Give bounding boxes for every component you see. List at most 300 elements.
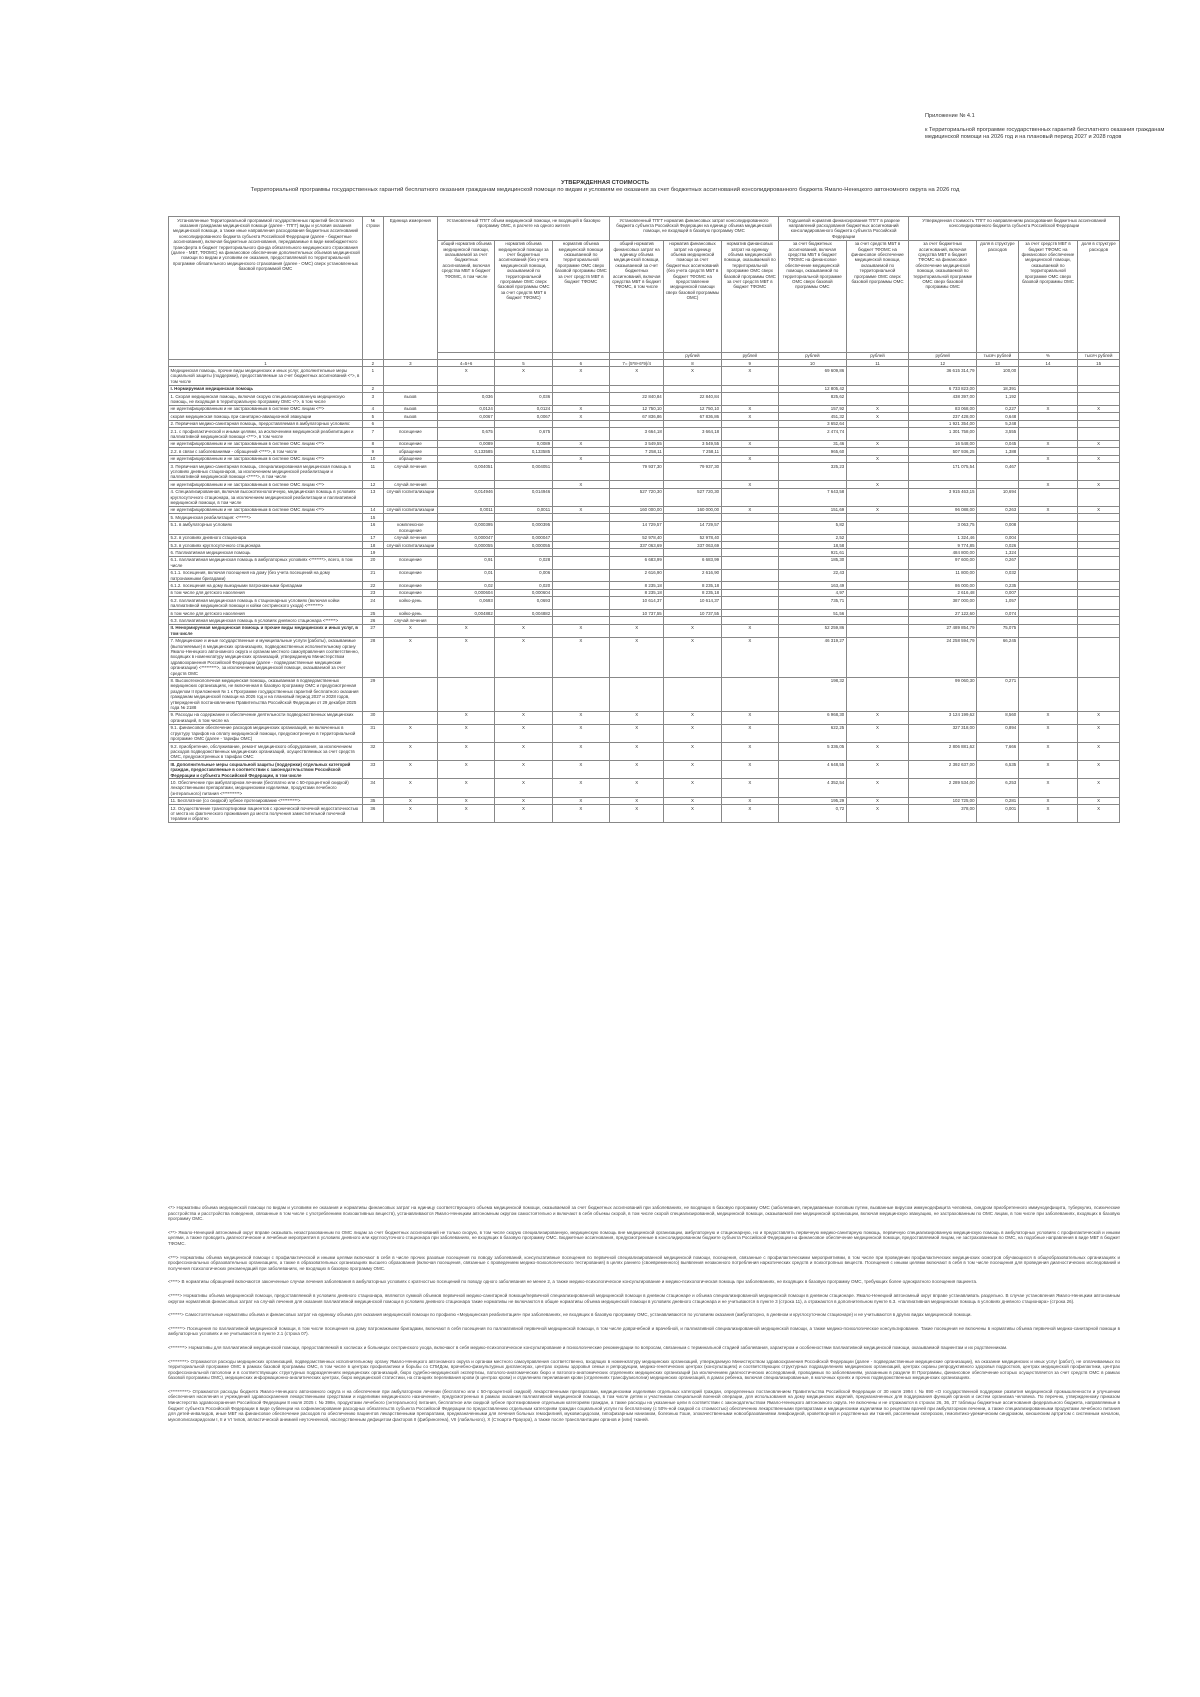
table-cell	[1078, 542, 1120, 549]
row-label: 5.2. в условиях дневного стационара	[169, 534, 363, 541]
table-cell: X	[721, 779, 778, 797]
table-cell: 5,248	[977, 420, 1019, 427]
table-cell: 5,82	[778, 521, 846, 534]
row-number: 15	[362, 514, 383, 521]
row-label: 9.1. финансовое обеспечение расходов медицинских организаций, не включенных в структуру тарифов на оплату медицинской помощи, предусмотренную в территориальной программе ОМС (далее - тарифы ОМС)	[169, 724, 363, 742]
row-number: 9	[362, 448, 383, 455]
table-cell: 0,074	[977, 610, 1019, 617]
header-sub: за счет бюджетных ассигнований, включая средства МБТ в бюджет ТФОМС на финансовое обеспечение медицинской помощи, оказываемой по территориальной программе ОМС сверх базовой программы ОМС	[778, 240, 846, 352]
table-cell	[846, 463, 909, 481]
table-cell: 0,007	[977, 589, 1019, 596]
row-label: 4. Специализированная, включая высокотехнологичную, медицинская помощь в условиях круглосуточного стационара, за исключением медицинской реабилитации и паллиативной медицинской помощи, в том числе	[169, 488, 363, 506]
table-cell	[778, 617, 846, 624]
row-label: 2.2. в связи с заболеваниями - обращений <****>, в том числе	[169, 448, 363, 455]
table-cell: 46 319,27	[778, 637, 846, 677]
row-unit: койко-день	[383, 597, 437, 610]
row-unit: случай лечения	[383, 463, 437, 481]
row-label: 5. Медицинская реабилитация: <******>	[169, 514, 363, 521]
table-cell: X	[610, 637, 664, 677]
header-unit-label: рублей	[909, 352, 977, 359]
table-cell: 27 489 854,79	[909, 624, 977, 637]
table-cell	[909, 514, 977, 521]
table-cell	[664, 385, 721, 392]
table-cell: 0,235	[977, 582, 1019, 589]
footnote: <*******> Посещения по паллиативной медицинской помощи, в том числе посещения на дому патронажными бригадами, включают в себя посещения по паллиативной первичной медицинской помощи, в том числе доврачебной и врачебной, и паллиативной специализированной медицинской помощи, а также медико-психологическое консультирование. Такие посещения не включены в нормативы объема первичной медико-санитарной помощи в амбулаторных условиях и не учитываются в пункте 2.1 (строка 07).	[168, 1325, 1120, 1337]
table-cell	[1078, 367, 1120, 385]
table-cell: 0,026	[977, 542, 1019, 549]
table-cell: X	[495, 761, 552, 779]
table-cell	[846, 420, 909, 427]
table-cell	[495, 455, 552, 462]
row-number: 26	[362, 617, 383, 624]
table-cell	[552, 385, 609, 392]
table-cell	[1018, 420, 1077, 427]
table-cell	[721, 582, 778, 589]
table-cell: X	[495, 367, 552, 385]
row-label: в том числе для детского населения	[169, 589, 363, 596]
table-cell	[552, 514, 609, 521]
table-cell: X	[721, 761, 778, 779]
table-cell	[1078, 420, 1120, 427]
table-cell: X	[610, 624, 664, 637]
table-cell	[721, 542, 778, 549]
footnote: <*> Нормативы объема медицинской помощи по видам и условиям ее оказания и нормативы финансовых затрат на единицу соответствующего объема медицинской помощи, оказываемой за счет бюджетных ассигнований при заболеваниях, не входящих в базовую программу ОМС (заболевания, передаваемые половым путем, вызванные вирусом иммунодефицита человека, синдром приобретенного иммунодефицита, туберкулез, психические расстройства и расстройства поведения, связанные в том числе с употреблением психоактивных веществ), устанавливаются Ямало-Ненецким автономным округом самостоятельно и включают в себя объемы скорой, в том числе скорой специализированной, медицинской помощи, оказываемой вне медицинской организации, включая медицинскую эвакуацию, не застрахованным по ОМС лицам, в том числе при заболеваниях, входящих в базовую программу ОМС.	[168, 1205, 1120, 1222]
table-cell: X	[1018, 440, 1077, 447]
column-number: 3	[383, 360, 437, 367]
table-cell	[846, 617, 909, 624]
table-cell: X	[1078, 711, 1120, 724]
table-cell: X	[437, 367, 494, 385]
row-number: 32	[362, 743, 383, 761]
table-cell: 0,014946	[495, 488, 552, 506]
table-cell: 9 774,85	[909, 542, 977, 549]
column-number: 14	[1018, 360, 1077, 367]
table-cell: 0,000604	[495, 589, 552, 596]
column-number: 6	[552, 360, 609, 367]
table-cell: 0,000047	[495, 534, 552, 541]
table-cell: 97 600,00	[909, 556, 977, 569]
table-cell	[1078, 463, 1120, 481]
table-row	[169, 597, 1120, 610]
table-cell: X	[721, 805, 778, 823]
row-number: 14	[362, 506, 383, 513]
table-row	[169, 743, 1120, 761]
table-row	[169, 724, 1120, 742]
row-unit	[383, 385, 437, 392]
header-unit: Единица измерения	[383, 217, 437, 360]
table-cell: X	[846, 405, 909, 412]
table-cell: X	[1078, 724, 1120, 742]
table-cell: 0,263	[977, 506, 1019, 513]
header-unit-label: рублей	[721, 352, 778, 359]
table-row	[169, 779, 1120, 797]
table-cell: 6 733 823,00	[909, 385, 977, 392]
table-cell: 0,0011	[437, 506, 494, 513]
table-cell: X	[552, 624, 609, 637]
table-cell	[1018, 569, 1077, 582]
table-cell: X	[552, 413, 609, 420]
table-cell: 3 549,55	[664, 440, 721, 447]
table-cell: 2 616,90	[664, 569, 721, 582]
row-unit	[383, 420, 437, 427]
table-cell: X	[846, 413, 909, 420]
table-cell	[495, 420, 552, 427]
table-cell: 0,000395	[495, 521, 552, 534]
table-cell: 0,001	[977, 805, 1019, 823]
table-row	[169, 463, 1120, 481]
header-group-volume: Установленный ТПГГ объем медицинской помощи, не входящей в базовую программу ОМС, в расчете на одного жителя	[437, 217, 609, 241]
table-row	[169, 405, 1120, 412]
table-cell	[846, 569, 909, 582]
table-cell: 0,91	[437, 556, 494, 569]
table-cell	[1018, 677, 1077, 711]
table-cell	[1018, 413, 1077, 420]
table-row	[169, 413, 1120, 420]
table-cell	[1018, 521, 1077, 534]
table-cell	[1078, 514, 1120, 521]
table-cell	[1018, 488, 1077, 506]
table-cell: 8 235,18	[664, 582, 721, 589]
table-cell	[1078, 413, 1120, 420]
header-unit-label	[610, 352, 664, 359]
table-row	[169, 506, 1120, 513]
table-cell	[1078, 534, 1120, 541]
table-cell: X	[846, 797, 909, 804]
table-row	[169, 534, 1120, 541]
table-cell: 5 336,05	[778, 743, 846, 761]
table-cell: 484 800,00	[909, 549, 977, 556]
table-cell: X	[610, 743, 664, 761]
table-cell: 99 060,30	[909, 677, 977, 711]
table-cell: 965,60	[778, 448, 846, 455]
table-cell: 2 474,74	[778, 428, 846, 441]
table-cell	[846, 677, 909, 711]
table-cell: X	[552, 711, 609, 724]
row-label: не идентифицированным и не застрахованным в системе ОМС лицам <**>	[169, 405, 363, 412]
table-body	[169, 360, 1120, 823]
table-cell: X	[664, 761, 721, 779]
row-unit: вызов	[383, 393, 437, 406]
table-cell: X	[664, 797, 721, 804]
table-cell: 0,032	[977, 569, 1019, 582]
table-cell	[846, 448, 909, 455]
table-cell	[610, 514, 664, 521]
row-label: I. Нормируемая медицинская помощь	[169, 385, 363, 392]
table-cell	[778, 481, 846, 488]
table-cell	[495, 514, 552, 521]
table-cell: 3 124 199,62	[909, 711, 977, 724]
table-cell: 0,045	[977, 440, 1019, 447]
table-cell: 157,92	[778, 405, 846, 412]
row-number: 12	[362, 481, 383, 488]
header-unit-label: рублей	[664, 352, 721, 359]
table-cell: 527 720,30	[610, 488, 664, 506]
table-row	[169, 385, 1120, 392]
row-label: III. Дополнительные меры социальной защиты (поддержки) отдельных категорий граждан, предоставляемые в соответствии с законодательством Российской Федерации и субъекта Российской Федерации, в том числе	[169, 761, 363, 779]
table-cell: 12 805,42	[778, 385, 846, 392]
row-label: 6.1.1. посещения, включая посещения на дому (без учета посещений на дому патронажными бригадами)	[169, 569, 363, 582]
table-row	[169, 711, 1120, 724]
table-cell: X	[721, 506, 778, 513]
table-cell	[1078, 385, 1120, 392]
table-cell: 14 729,57	[664, 521, 721, 534]
row-label: 2.1. с профилактической и иными целями, за исключением медицинской реабилитации и паллиативной медицинской помощи <***>, в том числе	[169, 428, 363, 441]
row-number: 29	[362, 677, 383, 711]
table-cell: 0,675	[495, 428, 552, 441]
footnote: <*********> Отражаются расходы медицинских организаций, подведомственных исполнительному органу Ямало-Ненецкого автономного округа и органам местного самоуправления соответственно, входящих в номенклатуру медицинских организаций, утверждаемую Министерством здравоохранения Российской Федерации (далее - подведомственные медицинские организации), на оказание медицинских и иных услуг (работ), не оплачиваемых по территориальной программе ОМС в рамках базовой программы ОМС, в том числе в центрах профилактики и борьбы со СПИДом, врачебно-физкультурных диспансерах, центрах охраны здоровья семьи и репродукции, медико-генетических центрах (консультациях) и соответствующих структурных подразделениях медицинских организаций, центрах охраны репродуктивного здоровья подростков, центрах медицинской профилактики, центрах профессиональной патологии и в соответствующих структурных подразделениях медицинских организаций, бюро судебно-медицинской экспертизы, патолого-анатомических бюро и патолого-анатомических отделениях медицинских организаций (за исключением диагностических исследований, проводимых по заболеваниям, указанным в разделе III Программы, финансовое обеспечение которых осуществляется за счет средств ОМС в рамках базовой программы ОМС), медицинских информационно-аналитических центрах, бюро медицинской статистики, на станциях переливания крови (в центрах крови) и отделениях переливания крови (отделениях трансфузиологии) медицинских организаций, в домах ребенка, включая специализированные, в молочных кухнях и прочих подведомственных медицинских организациях.	[168, 1358, 1120, 1381]
table-cell: X	[1018, 405, 1077, 412]
table-cell	[721, 617, 778, 624]
table-cell: 12 750,10	[610, 405, 664, 412]
table-cell	[977, 481, 1019, 488]
table-cell: X	[664, 711, 721, 724]
footnote: <***> Нормативы объема медицинской помощи с профилактической и иными целями включают в себя в числе прочих разовые посещения по поводу заболеваний, консультативные посещения по первичной специализированной медицинской помощи, посещения, связанные с профилактическими мероприятиями, в том числе при проведении профилактических медицинских осмотров обучающихся в общеобразовательных организациях и профессиональных образовательных организациях, а также в образовательных организациях высшего образования (включая посещения, связанные с проведением медико-психологического тестирования) в целях раннего (своевременного) выявления незаконного потребления наркотических средств и психотропных веществ. Посещения с иными целями включают в себя в том числе посещения для проведения диагностических исследований и получения психологических рекомендаций при заболеваниях, не входящих в базовую программу ОМС.	[168, 1254, 1120, 1271]
table-cell	[778, 455, 846, 462]
table-cell: 171 075,54	[909, 463, 977, 481]
table-cell: X	[721, 711, 778, 724]
row-number: 28	[362, 637, 383, 677]
table-cell: X	[721, 624, 778, 637]
table-cell: 0,004882	[437, 610, 494, 617]
row-number: 7	[362, 428, 383, 441]
table-cell: 2 616,90	[610, 569, 664, 582]
table-cell	[846, 637, 909, 677]
table-cell	[1078, 582, 1120, 589]
table-cell: X	[552, 724, 609, 742]
column-number: 5	[495, 360, 552, 367]
row-unit: X	[383, 805, 437, 823]
table-cell	[721, 463, 778, 481]
table-cell	[721, 521, 778, 534]
table-cell: X	[437, 805, 494, 823]
table-cell: 622,25	[778, 724, 846, 742]
table-cell: 0,004882	[495, 610, 552, 617]
table-cell	[1018, 549, 1077, 556]
table-cell	[721, 569, 778, 582]
table-cell	[610, 549, 664, 556]
table-cell	[664, 549, 721, 556]
table-cell: X	[495, 805, 552, 823]
table-cell	[846, 385, 909, 392]
row-unit: вызов	[383, 405, 437, 412]
table-cell: 3 915 463,15	[909, 488, 977, 506]
row-number: 31	[362, 724, 383, 742]
table-cell: X	[664, 779, 721, 797]
table-cell: 7 258,11	[664, 448, 721, 455]
table-cell	[977, 617, 1019, 624]
header-group-norm: Установленный ТПГГ норматив финансовых затрат консолидированного бюджета субъекта Российской Федерации на единицу объема медицинской помощи, не входящей в базовую программу ОМС	[610, 217, 779, 241]
table-cell: 378,00	[909, 805, 977, 823]
row-unit: посещение	[383, 440, 437, 447]
table-cell	[721, 610, 778, 617]
table-row	[169, 481, 1120, 488]
row-unit: посещение	[383, 428, 437, 441]
table-cell: X	[552, 637, 609, 677]
table-cell: X	[437, 743, 494, 761]
table-cell: X	[846, 711, 909, 724]
footnote: <******> Самостоятельные нормативы объема и финансовых затрат на единицу объема для оказания медицинской помощи по профилю «Медицинская реабилитация» при заболеваниях, не входящих в базовую программу ОМС, устанавливаются по условиям оказания (амбулаторно, в дневном и круглосуточном стационаре) и не учитываются в других видах медицинской помощи.	[168, 1312, 972, 1318]
row-label: 5.1. в амбулаторных условиях	[169, 521, 363, 534]
table-cell: 102 725,00	[909, 797, 977, 804]
table-cell	[846, 367, 909, 385]
header-sub: за счет средств МБТ в бюджет ТФОМС на финансовое обеспечение медицинской помощи, оказываемой по территориальной программе ОМС сверх базовой программы ОМС	[1018, 240, 1077, 352]
table-cell	[1018, 556, 1077, 569]
table-cell	[552, 393, 609, 406]
table-cell: 22 840,84	[664, 393, 721, 406]
row-number: 1	[362, 367, 383, 385]
row-unit: X	[383, 743, 437, 761]
table-cell: 0,0067	[437, 413, 494, 420]
table-cell: X	[721, 367, 778, 385]
table-cell: X	[1018, 506, 1077, 513]
row-label: в том числе для детского населения	[169, 610, 363, 617]
table-cell	[1018, 582, 1077, 589]
row-number: 20	[362, 556, 383, 569]
table-cell: X	[846, 743, 909, 761]
table-cell: 10 614,37	[610, 597, 664, 610]
table-cell	[1078, 448, 1120, 455]
header-sub: норматив объема медицинской помощи за счет бюджетных ассигнований (без учета медицинской помощи, оказываемой по территориальной программе ОМС сверх базовой программы ОМС за счет средств МБТ в бюджет ТФОМС)	[495, 240, 552, 352]
row-label: 2. Первичная медико-санитарная помощь, предоставляемая в амбулаторных условиях:	[169, 420, 363, 427]
table-cell: X	[721, 481, 778, 488]
row-label: 1. Скорая медицинская помощь, включая скорую специализированную медицинскую помощь, не входящая в территориальную программу ОМС <*>, в том числе	[169, 393, 363, 406]
table-row	[169, 367, 1120, 385]
row-label: скорая медицинская помощь при санитарно-авиационной эвакуации	[169, 413, 363, 420]
row-label: Медицинская помощь, прочие виды медицинских и иных услуг, дополнительные меры социальной защиты (поддержки), предоставляемые за счет бюджетных ассигнований <*>, в том числе	[169, 367, 363, 385]
table-cell: 79 937,30	[664, 463, 721, 481]
footnote: <********> Нормативы для паллиативной медицинской помощи, предоставляемой в хосписах и больницах сестринского ухода, включают в себя медико-психологическое консультирование и психологические рекомендации по вопросам, связанным с терминальной стадией заболевания, характером и особенностями паллиативной медицинской помощи, оказываемой пациентам и их родственникам.	[168, 1344, 1008, 1350]
table-cell: X	[846, 440, 909, 447]
table-cell: 0,467	[977, 463, 1019, 481]
row-unit: случай госпитализации	[383, 542, 437, 549]
table-cell: X	[846, 761, 909, 779]
table-cell	[1018, 597, 1077, 610]
table-cell: X	[610, 711, 664, 724]
row-unit: случай госпитализации	[383, 506, 437, 513]
row-number: 27	[362, 624, 383, 637]
table-cell: 185,30	[778, 556, 846, 569]
table-cell: X	[721, 440, 778, 447]
table-cell: 22,43	[778, 569, 846, 582]
table-cell: X	[552, 779, 609, 797]
table-cell	[721, 677, 778, 711]
table-cell: X	[552, 743, 609, 761]
table-row	[169, 455, 1120, 462]
table-cell: X	[1078, 779, 1120, 797]
table-cell	[846, 589, 909, 596]
column-number: 4=5+6	[437, 360, 494, 367]
table-cell: 163,49	[778, 582, 846, 589]
table-cell: X	[846, 724, 909, 742]
table-cell	[1018, 542, 1077, 549]
column-numbers-row	[169, 360, 1120, 367]
table-cell	[552, 677, 609, 711]
row-number: 36	[362, 805, 383, 823]
annex-reference: к Территориальной программе государственных гарантий бесплатного оказания гражданам медицинской помощи на 2026 год и на плановый период 2027 и 2028 годов	[925, 127, 1165, 140]
table-row	[169, 521, 1120, 534]
table-cell: 387 000,00	[909, 597, 977, 610]
table-row	[169, 420, 1120, 427]
table-cell: X	[1078, 805, 1120, 823]
table-cell: X	[495, 711, 552, 724]
row-unit	[383, 367, 437, 385]
table-cell: X	[1018, 711, 1077, 724]
table-cell: 22 840,84	[610, 393, 664, 406]
table-cell: 0,008	[977, 521, 1019, 534]
table-cell: 1 324,46	[909, 534, 977, 541]
table-cell	[846, 393, 909, 406]
table-cell: X	[846, 455, 909, 462]
table-row	[169, 556, 1120, 569]
table-row	[169, 617, 1120, 624]
row-unit: X	[383, 797, 437, 804]
row-label: 8. Высокотехнологичная медицинская помощь, оказываемая в подведомственных медицинских организациях, не включенная в базовую программу ОМС и предусмотренная разделом II приложения № 1 к Программе государственных гарантий бесплатного оказания гражданам медицинской помощи на 2026 год и на плановый период 2027 и 2028 годов, утвержденной постановлением Правительства Российской Федерации от 29 декабря 2025 года № 2188	[169, 677, 363, 711]
table-cell	[1018, 514, 1077, 521]
table-row	[169, 569, 1120, 582]
table-cell: 6,535	[977, 761, 1019, 779]
table-cell: 3 664,18	[610, 428, 664, 441]
cost-table	[168, 216, 1120, 823]
table-cell	[1078, 569, 1120, 582]
header-unit-label	[552, 352, 609, 359]
row-number: 25	[362, 610, 383, 617]
table-cell	[664, 420, 721, 427]
table-cell: 4 352,54	[778, 779, 846, 797]
table-cell: X	[552, 481, 609, 488]
row-unit: посещение	[383, 582, 437, 589]
row-label: 10. Обеспечение при амбулаторном лечении (бесплатно или с 50-процентной скидкой) лекарственными препаратами, медицинскими изделиями, продуктами лечебного (энтерального) питания <**********>	[169, 779, 363, 797]
row-label: 3. Первичная медико-санитарная помощь, специализированная медицинская помощь в условиях дневных стационаров, за исключением медицинской реабилитации и паллиативной медицинской помощи <*****>, в том числе	[169, 463, 363, 481]
table-row	[169, 448, 1120, 455]
table-cell: X	[1078, 761, 1120, 779]
table-cell: X	[664, 367, 721, 385]
table-cell	[1078, 549, 1120, 556]
row-unit: X	[383, 624, 437, 637]
table-cell: 24 258 594,79	[909, 637, 977, 677]
row-unit: вызов	[383, 413, 437, 420]
table-cell	[1078, 428, 1120, 441]
table-cell: 3 664,18	[664, 428, 721, 441]
table-cell: 0,894	[977, 724, 1019, 742]
table-cell: X	[1018, 481, 1077, 488]
table-cell: X	[664, 805, 721, 823]
row-unit: обращение	[383, 448, 437, 455]
header-unit-label	[437, 352, 494, 359]
row-number: 17	[362, 534, 383, 541]
table-cell: X	[1018, 743, 1077, 761]
table-cell: 0,004	[977, 534, 1019, 541]
table-cell	[610, 455, 664, 462]
table-cell: X	[1018, 455, 1077, 462]
row-number: 6	[362, 420, 383, 427]
row-unit: посещение	[383, 556, 437, 569]
table-row	[169, 610, 1120, 617]
table-cell: 83 068,00	[909, 405, 977, 412]
table-cell: 825,62	[778, 393, 846, 406]
table-row	[169, 805, 1120, 823]
table-cell: X	[495, 797, 552, 804]
row-unit: случай госпитализации	[383, 488, 437, 506]
table-cell: 100,00	[977, 367, 1019, 385]
table-cell: 198,32	[778, 677, 846, 711]
table-cell: 438 397,00	[909, 393, 977, 406]
table-cell: X	[1018, 805, 1077, 823]
table-cell: 52 978,40	[610, 534, 664, 541]
row-number: 33	[362, 761, 383, 779]
row-label: не идентифицированным и не застрахованным в системе ОМС лицам <**>	[169, 506, 363, 513]
table-cell	[552, 448, 609, 455]
table-cell	[1078, 556, 1120, 569]
